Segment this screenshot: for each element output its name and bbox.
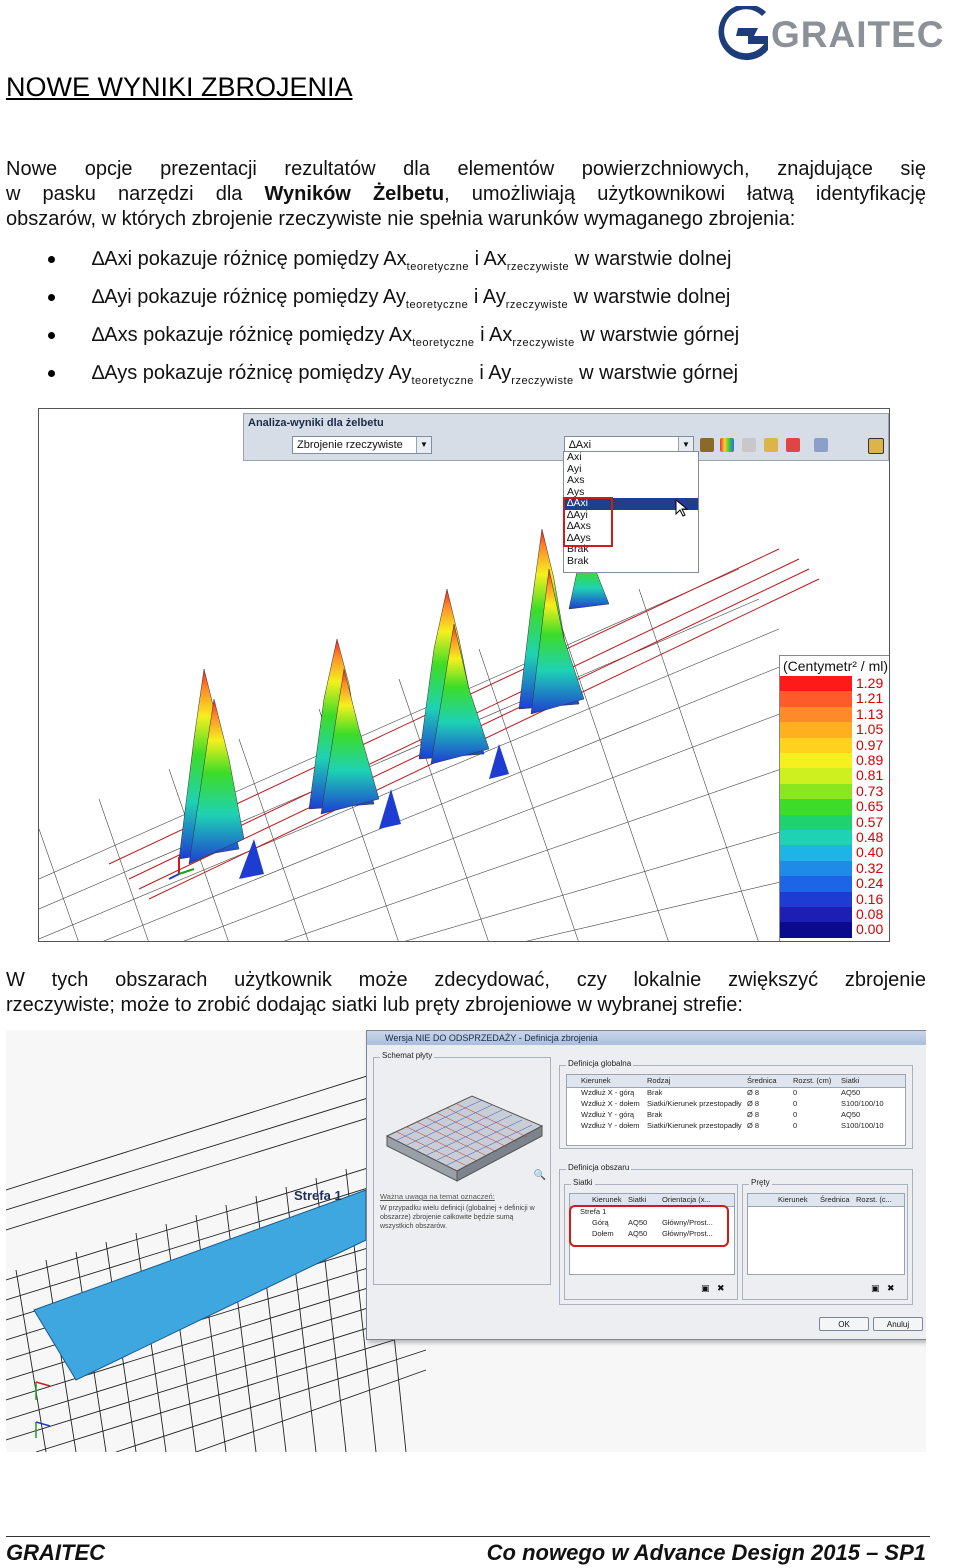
legend-swatch (780, 892, 852, 907)
dialog-title: Wersja NIE DO ODSPRZEDAŻY - Definicja zbrojenia (367, 1031, 926, 1045)
chevron-down-icon: ▼ (678, 437, 693, 453)
group-label: Siatki (573, 1178, 593, 1187)
table-cell[interactable]: S100/100/10 (841, 1121, 884, 1130)
bullet-item (0, 244, 739, 282)
bullet-text: i Ay (468, 286, 506, 308)
bullet-subscript: teoretyczne (411, 375, 474, 387)
footer-divider (6, 1536, 930, 1537)
legend-value: 0.97 (856, 736, 884, 753)
result-type-value: Zbrojenie rzeczywiste (297, 439, 403, 451)
dropdown-item[interactable]: Brak (567, 543, 589, 555)
footer-company: GRAITEC (6, 1540, 105, 1565)
table-cell[interactable]: Główny/Prost... (662, 1229, 713, 1238)
column-header: Rodzaj (647, 1076, 671, 1085)
table-cell[interactable]: 0 (793, 1121, 798, 1130)
dropdown-item[interactable]: Axi (567, 451, 582, 463)
table-cell[interactable]: 0 (793, 1110, 798, 1119)
bullet-subscript: rzeczywiste (506, 261, 570, 273)
delta-symbol: ∆ (92, 286, 105, 308)
legend-value: 0.24 (856, 875, 884, 892)
bullet-name: Axi (104, 248, 133, 270)
table-cell[interactable]: S100/100/10 (841, 1099, 884, 1108)
table-cell[interactable]: Wzdłuż X - górą (581, 1088, 635, 1097)
graitec-logo-mark-icon (718, 6, 770, 62)
result-surface-plot (39, 409, 890, 942)
legend-swatch (780, 830, 852, 845)
column-header: Siatki (628, 1195, 647, 1204)
legend-value: 0.89 (856, 752, 884, 768)
legend-value: 0.32 (856, 859, 884, 876)
color-scale-icon[interactable] (720, 438, 734, 452)
paragraph-2-line-2: rzeczywiste; może to zrobić dodając siatki lub pręty zbrojeniowe w wybranej strefie: (6, 994, 743, 1016)
chart-icon[interactable] (814, 438, 828, 452)
table-cell[interactable]: Wzdłuż X - dołem (581, 1099, 640, 1108)
arrows-icon[interactable] (786, 438, 800, 452)
group-label: Definicja globalna (568, 1059, 632, 1068)
legend-value: 0.16 (856, 890, 884, 907)
column-header: Średnica (820, 1195, 850, 1204)
table-cell[interactable]: 0 (793, 1099, 798, 1108)
bullet-text: pokazuje różnicę pomiędzy Ax (132, 248, 407, 270)
legend-swatch (780, 691, 852, 706)
group-global-definition (559, 1059, 913, 1149)
result-peaks (179, 529, 609, 879)
group-bars (742, 1178, 908, 1300)
delete-icon[interactable]: ✖ (887, 1283, 895, 1293)
bullet-subscript: rzeczywiste (505, 299, 569, 311)
column-header: Kierunek (592, 1195, 622, 1204)
group-slab-scheme (373, 1051, 551, 1285)
table-cell[interactable]: Brak (647, 1110, 663, 1119)
bullet-text: i Ax (474, 324, 513, 346)
mouse-cursor-icon (675, 499, 689, 517)
bullet-text: pokazuje różnicę pomiędzy Ax (137, 324, 413, 346)
tree-zone-item[interactable]: Strefa 1 (580, 1207, 607, 1216)
bullet-dot-icon (48, 332, 55, 339)
table-cell[interactable]: AQ50 (628, 1218, 648, 1227)
add-icon[interactable]: ▣ (871, 1283, 880, 1293)
zone-label: Strefa 1 (294, 1188, 342, 1203)
column-header: Kierunek (581, 1076, 611, 1085)
dropdown-item[interactable]: ∆Ayi (567, 508, 588, 521)
group-area-definition (559, 1163, 913, 1305)
group-label: Schemat płyty (382, 1051, 433, 1060)
dropdown-item[interactable]: Axs (567, 474, 585, 486)
bullet-text: w warstwie górnej (574, 324, 740, 346)
table-cell[interactable]: Dołem (592, 1229, 614, 1238)
table-cell[interactable]: Brak (647, 1088, 663, 1097)
note-text: W przypadku wielu definicji (globalnej + definicji w obszarze) zbrojenie całkowite będzie sumą wszystkich obszarów. (380, 1205, 535, 1230)
table-cell[interactable]: Główny/Prost... (662, 1218, 713, 1227)
logo-text: GRAITEC (771, 14, 945, 55)
bullet-text: i Ay (473, 362, 512, 384)
column-header: Rozst. (c... (856, 1195, 892, 1204)
bullet-list (0, 244, 739, 396)
legend-title: (Centymetr² / ml) (783, 658, 888, 674)
highlight-frame (569, 1205, 729, 1247)
bullet-subscript: rzeczywiste (511, 375, 574, 387)
intro-paragraph (6, 157, 926, 232)
legend-value: 0.73 (856, 782, 884, 799)
intro-text: w pasku narzędzi dla (6, 183, 265, 205)
table-cell[interactable]: Ø 8 (747, 1110, 760, 1119)
grid-icon[interactable] (742, 438, 756, 452)
legend-swatch (780, 738, 852, 753)
dropdown-item-selected[interactable]: ∆Axi (564, 498, 698, 510)
intro-line-2 (6, 182, 926, 207)
legend-value: 0.81 (856, 767, 884, 784)
ok-button[interactable]: OK (819, 1317, 869, 1331)
legend-swatch (780, 768, 852, 783)
bullet-subscript: teoretyczne (406, 261, 470, 273)
legend-swatch (780, 876, 852, 891)
intro-line-3: obszarów, w których zbrojenie rzeczywiste nie spełnia warunków wymaganego zbrojenia: (6, 208, 796, 230)
dropdown-item[interactable]: Brak (567, 554, 589, 567)
legend-swatch (780, 799, 852, 814)
dropdown-item[interactable]: ∆Ays (567, 531, 591, 544)
bullet-name: Ayi (104, 286, 132, 308)
dropdown-item[interactable]: Ayi (567, 462, 582, 475)
table-cell[interactable]: Górą (592, 1218, 609, 1227)
legend-value: 0.00 (856, 921, 884, 938)
note-title: Ważna uwaga na temat oznaczeń: (380, 1192, 495, 1201)
legend-swatch (780, 753, 852, 768)
bullet-dot-icon (48, 256, 55, 263)
bullet-text: w warstwie dolnej (568, 286, 731, 308)
column-header: Orientacja (x... (662, 1195, 711, 1204)
table-cell[interactable]: Ø 8 (747, 1099, 760, 1108)
legend-swatch (780, 861, 852, 876)
column-header: Średnica (747, 1076, 777, 1085)
slab-preview-image (377, 1066, 547, 1196)
legend-value: 0.57 (856, 813, 884, 830)
page-title: NOWE WYNIKI ZBROJENIA (6, 72, 353, 102)
legend-swatch (780, 815, 852, 830)
intro-bold-term: Wyników Żelbetu (264, 183, 445, 205)
bullet-text: i Ax (469, 248, 507, 270)
figure-results-screenshot (38, 408, 890, 942)
legend-value: 1.13 (856, 705, 884, 722)
bullet-name: Axs (104, 324, 138, 346)
bullet-text: w warstwie górnej (573, 362, 739, 384)
highlight-frame (563, 497, 613, 547)
legend-value: 1.29 (856, 675, 884, 691)
color-legend (779, 655, 890, 942)
table-cell[interactable]: AQ50 (841, 1110, 861, 1119)
table-cell[interactable]: Ø 8 (747, 1121, 760, 1130)
group-label: Definicja obszaru (568, 1163, 630, 1172)
bullet-subscript: rzeczywiste (512, 337, 575, 349)
legend-swatch (780, 845, 852, 860)
component-value: ∆Axi (569, 439, 592, 451)
bullet-text: w warstwie dolnej (569, 248, 732, 270)
bullet-item (0, 320, 739, 358)
table-cell[interactable]: 0 (793, 1088, 798, 1097)
table-cell[interactable]: Ø 8 (747, 1088, 760, 1097)
legend-value: 1.21 (856, 690, 884, 707)
footer-document-title: Co nowego w Advance Design 2015 – SP1 (486, 1540, 926, 1565)
dropdown-item[interactable]: ∆Axs (567, 520, 591, 532)
legend-value: 0.08 (856, 906, 884, 922)
bullet-dot-icon (48, 294, 55, 301)
dropdown-item[interactable]: Ays (567, 485, 585, 498)
legend-swatch (780, 722, 852, 737)
zoom-icon[interactable]: 🔍 (533, 1170, 546, 1181)
global-definition-table (566, 1074, 906, 1146)
settings-icon[interactable] (868, 438, 884, 454)
legend-value: 0.48 (856, 829, 884, 845)
legend-swatch (780, 922, 852, 937)
bullet-subscript: teoretyczne (412, 337, 475, 349)
table-cell[interactable]: AQ50 (628, 1229, 648, 1238)
group-label: Pręty (751, 1178, 770, 1187)
bullet-item (0, 282, 739, 320)
chevron-down-icon: ▼ (416, 437, 431, 453)
reinforcement-definition-dialog (366, 1030, 926, 1340)
legend-swatch (780, 907, 852, 922)
column-header: Rozst. (cm) (793, 1076, 832, 1085)
toolbar-title: Analiza-wyniki dla żelbetu (248, 417, 384, 429)
legend-swatch (780, 707, 852, 722)
bullet-text: pokazuje różnicę pomiędzy Ay (131, 286, 406, 308)
legend-value: 0.40 (856, 844, 884, 861)
intro-line-1: Nowe opcje prezentacji rezultatów dla elementów powierzchniowych, znajdujące się (6, 158, 926, 180)
add-icon[interactable]: ▣ (701, 1283, 710, 1293)
edit-icon[interactable] (764, 438, 778, 452)
table-cell[interactable]: Wzdłuż Y - dołem (581, 1121, 640, 1130)
delete-icon[interactable]: ✖ (717, 1283, 725, 1293)
paragraph-2 (6, 968, 926, 1018)
delta-symbol: ∆ (92, 248, 105, 270)
bullet-item (0, 358, 739, 396)
cancel-button[interactable]: Anuluj (873, 1317, 923, 1331)
result-type-select[interactable] (292, 436, 432, 454)
bars-table (747, 1193, 905, 1275)
bullet-dot-icon (48, 370, 55, 377)
group-meshes (564, 1178, 738, 1300)
bullet-subscript: teoretyczne (405, 299, 469, 311)
column-header: Siatki (841, 1076, 860, 1085)
table-cell[interactable]: Wzdłuż Y - górą (581, 1110, 635, 1119)
legend-value: 1.05 (856, 721, 884, 738)
hammer-icon[interactable] (700, 438, 714, 452)
table-cell[interactable]: Siatki/Kierunek przestopadły (647, 1099, 742, 1108)
intro-text: , umożliwiają użytkownikowi łatwą identyfikację (444, 183, 926, 205)
table-cell[interactable]: Siatki/Kierunek przestopadły (647, 1121, 742, 1130)
graitec-logo (718, 6, 958, 66)
legend-swatch (780, 676, 852, 691)
bullet-text: pokazuje różnicę pomiędzy Ay (137, 362, 412, 384)
figure-reinforcement-dialog (6, 1030, 926, 1452)
bullet-name: Ays (104, 362, 138, 384)
paragraph-2-line-1: W tych obszarach użytkownik może zdecydować, czy lokalnie zwiększyć zbrojenie (6, 969, 926, 991)
legend-swatch (780, 784, 852, 799)
table-cell[interactable]: AQ50 (841, 1088, 861, 1097)
delta-symbol: ∆ (92, 324, 105, 346)
legend-value: 0.65 (856, 798, 884, 815)
column-header: Kierunek (778, 1195, 808, 1204)
delta-symbol: ∆ (92, 362, 105, 384)
